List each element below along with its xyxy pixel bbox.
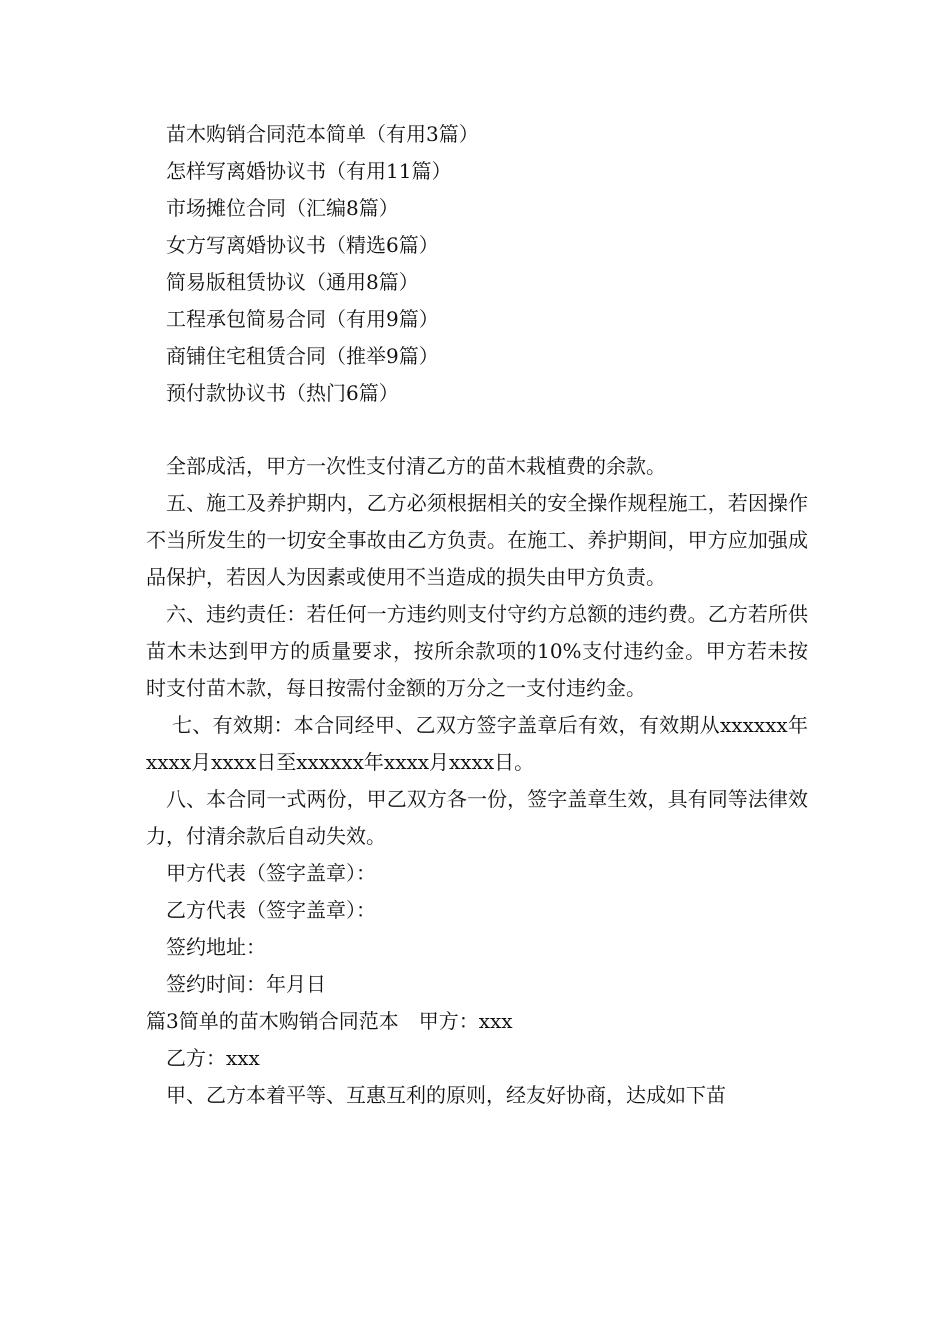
related-doc-link[interactable]: 市场摊位合同（汇编8篇） [166, 196, 399, 220]
signature-party-b: 乙方代表（签字盖章）： [166, 898, 376, 922]
document-page [146, 116, 808, 1114]
signature-party-a: 甲方代表（签字盖章）： [166, 861, 376, 885]
related-doc-link[interactable]: 怎样写离婚协议书（有用11篇） [166, 159, 452, 183]
clause-5-safety: 五、施工及养护期内，乙方必须根据相关的安全操作规程施工，若因操作不当所发生的一切安全事故由乙方负责。在施工、养护期间，甲方应加强成品保护，若因人为因素或使用不当造成的损失由甲方负责。 [146, 491, 808, 589]
related-doc-link[interactable]: 女方写离婚协议书（精选6篇） [166, 233, 439, 257]
related-doc-link[interactable]: 预付款协议书（热门6篇） [166, 381, 399, 405]
related-doc-link[interactable]: 简易版租赁协议（通用8篇） [166, 270, 419, 294]
contract-body [146, 448, 808, 1114]
clause-payment-balance: 全部成活，甲方一次性支付清乙方的苗木栽植费的余款。 [166, 454, 666, 478]
section-3-heading: 篇3简单的苗木购销合同范本 甲方：xxx [146, 1009, 513, 1033]
section-3-party-b: 乙方：xxx [166, 1046, 260, 1070]
section-3-intro: 甲、乙方本着平等、互惠互利的原则，经友好协商，达成如下苗 [166, 1083, 726, 1107]
clause-7-validity: 七、有效期：本合同经甲、乙双方签字盖章后有效，有效期从xxxxxx年xxxx月xxxx日至xxxxxx年xxxx月xxxx日。 [146, 713, 808, 774]
signature-time: 签约时间：年月日 [166, 972, 326, 996]
related-documents-list [146, 116, 808, 412]
signature-place: 签约地址： [166, 935, 266, 959]
clause-6-liability: 六、违约责任：若任何一方违约则支付守约方总额的违约费。乙方若所供苗木未达到甲方的质量要求，按所余款项的10%支付违约金。甲方若未按时支付苗木款，每日按需付金额的万分之一支付违约金。 [146, 602, 808, 700]
clause-8-copies: 八、本合同一式两份，甲乙双方各一份，签字盖章生效，具有同等法律效力，付清余款后自动失效。 [146, 787, 808, 848]
related-doc-link[interactable]: 商铺住宅租赁合同（推举9篇） [166, 344, 439, 368]
related-doc-link[interactable]: 苗木购销合同范本简单（有用3篇） [166, 122, 479, 146]
related-doc-link[interactable]: 工程承包简易合同（有用9篇） [166, 307, 439, 331]
